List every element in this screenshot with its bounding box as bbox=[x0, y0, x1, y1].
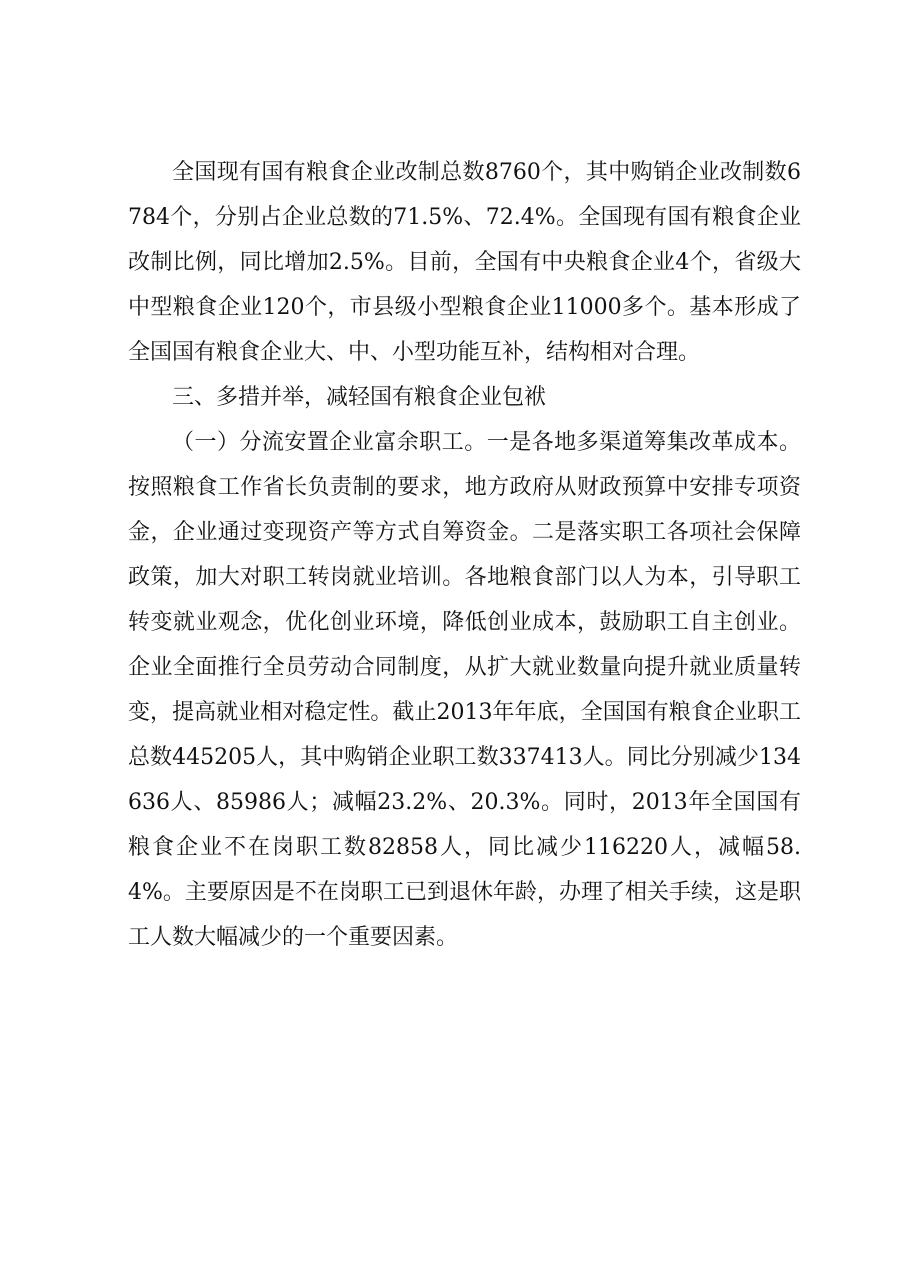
section-heading: 三、多措并举，减轻国有粮食企业包袱 bbox=[172, 385, 547, 410]
paragraph-staff-placement: （一）分流安置企业富余职工。一是各地多渠道筹集改革成本。按照粮食工作省长负责制的要求，地方政府从财政预算中安排专项资金，企业通过变现资产等方式自筹资金。二是落实职工各项社会保障政策，加大对职工转岗就业培训。各地粮食部门以人为本，引导职工转变就业观念，优化创业环境，降低创业成本，鼓励职工自主创业。企业全面推行全员劳动合同制度，从扩大就业数量向提升就业质量转变，提高就业相对稳定性。截止2013年年底，全国国有粮食企业职工总数445205人，其中购销企业职工数337413人。同比分别减少134636人、85986人；减幅23.2%、20.3%。同时，2013年全国国有粮食企业不在岗职工数82858人，同比减少116220人，减幅58.4%。主要原因是不在岗职工已到退休年龄，办理了相关手续，这是职工人数大幅减少的一个重要因素。 bbox=[128, 430, 801, 950]
paragraph-enterprise-reform: 全国现有国有粮食企业改制总数8760个，其中购销企业改制数6784个，分别占企业总数的71.5%、72.4%。全国现有国有粮食企业改制比例，同比增加2.5%。目前，全国有中央粮食企业4个，省级大中型粮食企业120个，市县级小型粮食企业11000多个。基本形成了全国国有粮食企业大、中、小型功能互补，结构相对合理。 bbox=[128, 160, 801, 365]
document-body bbox=[128, 150, 801, 960]
